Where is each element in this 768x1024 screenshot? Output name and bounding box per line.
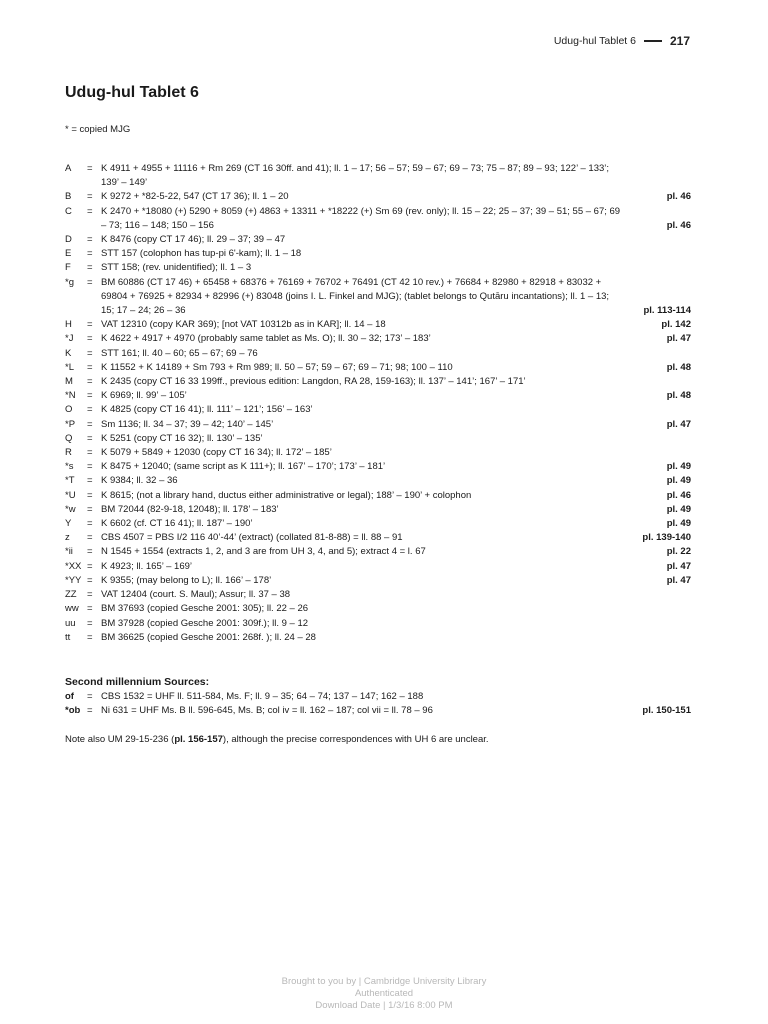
source-siglum: ww (65, 603, 79, 615)
source-description: N 1545 + 1554 (extracts 1, 2, and 3 are from UH 3, 4, and 5); extract 4 = l. 67 (101, 546, 426, 558)
equals-sign: = (87, 475, 93, 487)
source-row (65, 690, 691, 704)
source-siglum: A (65, 163, 72, 174)
source-siglum: *ii (65, 546, 73, 558)
source-siglum: *s (65, 461, 74, 473)
equals-sign: = (87, 589, 93, 601)
source-siglum: C (65, 205, 72, 217)
source-description: K 2470 + *18080 (+) 5290 + 8059 (+) 4863 + 13311 + *18222 (+) Sm 69 (rev. only); ll. 15 – 22; 25 – 37; 39 – 51; 55 – 67; 69 – 73; 116 – 148; 150 – 156 (101, 205, 621, 231)
source-siglum: *L (65, 361, 74, 373)
source-description: CBS 4507 = PBS I/2 116 40’-44’ (extract) (collated 81-8-88) = ll. 88 – 91 (101, 532, 403, 544)
source-siglum: Q (65, 432, 73, 444)
plate-reference: pl. 49 (666, 461, 691, 473)
footer-line-3: Download Date | 1/3/16 8:00 PM (315, 1000, 453, 1011)
source-description: K 8476 (copy CT 17 46); ll. 29 – 37; 39 – 47 (101, 234, 286, 246)
source-siglum: *XX (65, 560, 82, 572)
source-siglum: uu (65, 617, 76, 629)
source-description: K 4923; ll. 165’ – 169’ (101, 560, 193, 572)
source-row (65, 276, 691, 319)
equals-sign: = (87, 461, 93, 473)
plate-reference: pl. 150-151 (642, 705, 691, 717)
source-description: Ni 631 = UHF Ms. B ll. 596-645, Ms. B; col iv = ll. 162 – 187; col vii = ll. 78 – 96 (101, 705, 433, 717)
source-description: VAT 12310 (copy KAR 369); [not VAT 10312b as in KAR]; ll. 14 – 18 (101, 319, 386, 331)
source-siglum: *ob (65, 705, 81, 717)
source-siglum: F (65, 262, 71, 274)
source-siglum: H (65, 319, 72, 331)
equals-sign: = (87, 617, 93, 629)
plate-reference: pl. 47 (666, 560, 691, 572)
source-row (65, 474, 691, 488)
source-siglum: *g (65, 276, 74, 288)
running-title: Udug-hul Tablet 6 (553, 35, 636, 47)
source-siglum: D (65, 234, 72, 246)
equals-sign: = (87, 347, 93, 359)
page-number: 217 (669, 34, 690, 48)
equals-sign: = (87, 248, 93, 260)
source-description: K 4622 + 4917 + 4970 (probably same tablet as Ms. O); ll. 30 – 32; 173’ – 183’ (101, 333, 431, 345)
running-head (554, 34, 690, 48)
equals-sign: = (87, 603, 93, 615)
equals-sign: = (87, 361, 93, 373)
source-description: K 9355; (may belong to L); ll. 166’ – 178’ (101, 574, 272, 586)
source-siglum: ZZ (65, 589, 77, 601)
equals-sign: = (87, 262, 93, 274)
plate-reference: pl. 47 (666, 574, 691, 586)
plate-reference: pl. 113-114 (643, 305, 691, 317)
source-row (65, 347, 691, 361)
source-description: CBS 1532 = UHF ll. 511-584, Ms. F; ll. 9 – 35; 64 – 74; 137 – 147; 162 – 188 (101, 691, 424, 702)
source-description: STT 158; (rev. unidentified); ll. 1 – 3 (101, 262, 252, 274)
source-row (65, 318, 691, 332)
source-description: K 11552 + K 14189 + Sm 793 + Rm 989; ll. 50 – 57; 59 – 67; 69 – 71; 98; 100 – 110 (101, 361, 453, 373)
note-also (65, 734, 489, 745)
plate-reference: pl. 48 (666, 390, 691, 402)
source-siglum: *T (65, 475, 75, 487)
equals-sign: = (87, 163, 93, 174)
equals-sign: = (87, 532, 93, 544)
source-row (65, 418, 691, 432)
source-row (65, 588, 691, 602)
source-description: K 8615; (not a library hand, ductus either administrative or legal); 188’ – 190’ + colophon (101, 489, 472, 501)
source-description: K 4911 + 4955 + 11116 + Rm 269 (CT 16 30ff. and 41); ll. 1 – 17; 56 – 57; 59 – 67; 69 – 73; 75 – 87; 89 – 93; 122’ – 133’; 139’ – 149’ (101, 163, 610, 189)
equals-sign: = (87, 489, 93, 501)
second-millennium-list (65, 690, 691, 718)
equals-sign: = (87, 276, 93, 288)
source-description: K 4825 (copy CT 16 41); ll. 111’ – 121’; 156’ – 163’ (101, 404, 313, 416)
equals-sign: = (87, 546, 93, 558)
page-title: Udug-hul Tablet 6 (65, 84, 199, 101)
equals-sign: = (87, 574, 93, 586)
plate-reference: pl. 46 (666, 191, 691, 203)
source-row (65, 531, 691, 545)
plate-reference: pl. 47 (666, 418, 691, 430)
source-row (65, 574, 691, 588)
source-siglum: Y (65, 518, 72, 530)
source-row (65, 389, 691, 403)
source-description: K 5079 + 5849 + 12030 (copy CT 16 34); ll. 172’ – 185’ (101, 447, 332, 459)
source-row (65, 503, 691, 517)
note-also-plate: pl. 156-157 (174, 734, 223, 745)
plate-reference: pl. 48 (666, 361, 691, 373)
source-siglum: E (65, 248, 72, 260)
equals-sign: = (87, 376, 93, 388)
source-row (65, 403, 691, 417)
equals-sign: = (87, 432, 93, 444)
footer (0, 976, 768, 1012)
plate-reference: pl. 22 (666, 546, 691, 558)
equals-sign: = (87, 404, 93, 416)
source-siglum: B (65, 191, 72, 203)
plate-reference: pl. 47 (666, 333, 691, 345)
source-siglum: *w (65, 503, 76, 515)
source-row (65, 602, 691, 616)
source-row (65, 205, 691, 233)
source-row (65, 560, 691, 574)
source-siglum: M (65, 376, 73, 388)
source-description: K 9384; ll. 32 – 36 (101, 475, 178, 487)
source-description: BM 60886 (CT 17 46) + 65458 + 68376 + 76169 + 76702 + 76491 (CT 42 10 rev.) + 76684 + 82980 + 82918 + 83032 + 69804 + 76925 + 82934 + 82996 (+) 83048 (joins I. L. Finkel and MJG); (tablet belongs to Qutāru incantations); ll. 1 – 13; 15; 17 – 24; 26 – 36 (101, 276, 610, 317)
source-row (65, 432, 691, 446)
source-description: BM 37928 (copied Gesche 2001: 309f.); ll. 9 – 12 (101, 617, 309, 629)
source-row (65, 332, 691, 346)
plate-reference: pl. 49 (666, 475, 691, 487)
sources-list (65, 162, 691, 645)
source-siglum: *U (65, 489, 76, 501)
equals-sign: = (87, 234, 93, 246)
equals-sign: = (87, 503, 93, 515)
source-description: K 6602 (cf. CT 16 41); ll. 187’ – 190’ (101, 518, 253, 530)
source-siglum: R (65, 447, 72, 459)
source-row (65, 631, 691, 645)
plate-reference: pl. 49 (666, 503, 691, 515)
source-row (65, 361, 691, 375)
footer-line-2: Authenticated (354, 988, 414, 999)
source-row (65, 489, 691, 503)
plate-reference: pl. 46 (666, 219, 691, 231)
second-millennium-heading: Second millennium Sources: (65, 676, 210, 688)
source-row (65, 247, 691, 261)
source-siglum: *J (65, 333, 74, 345)
source-siglum: *N (65, 390, 76, 402)
note-also-after: ), although the precise correspondences with UH 6 are unclear. (222, 734, 489, 745)
plate-reference: pl. 142 (661, 319, 691, 331)
source-description: BM 37693 (copied Gesche 2001: 305); ll. 22 – 26 (101, 603, 309, 615)
equals-sign: = (87, 705, 93, 717)
source-row (65, 233, 691, 247)
source-description: BM 72044 (82-9-18, 12048); ll. 178’ – 183’ (101, 503, 279, 515)
source-siglum: tt (65, 631, 71, 643)
equals-sign: = (87, 191, 93, 203)
equals-sign: = (87, 631, 93, 643)
source-description: Sm 1136; ll. 34 – 37; 39 – 42; 140’ – 145’ (101, 418, 274, 430)
equals-sign: = (87, 390, 93, 402)
source-description: K 6969; ll. 99’ – 105’ (101, 390, 187, 402)
source-row (65, 446, 691, 460)
plate-reference: pl. 46 (666, 489, 691, 501)
equals-sign: = (87, 447, 93, 459)
source-siglum: O (65, 404, 73, 416)
source-description: K 8475 + 12040; (same script as K 111+); ll. 167’ – 170’; 173’ – 181’ (101, 461, 386, 473)
source-siglum: z (65, 532, 70, 544)
equals-sign: = (87, 560, 93, 572)
equals-sign: = (87, 518, 93, 530)
source-siglum: *P (65, 418, 76, 430)
source-row (65, 704, 691, 718)
footer-line-1: Brought to you by | Cambridge University Library (281, 976, 487, 987)
copied-note: * = copied MJG (65, 124, 131, 135)
equals-sign: = (87, 691, 93, 702)
equals-sign: = (87, 418, 93, 430)
note-also-before: Note also UM 29-15-236 ( (65, 734, 175, 745)
equals-sign: = (87, 319, 93, 331)
source-description: STT 157 (colophon has tup-pi 6ʹ-kam); ll. 1 – 18 (101, 248, 302, 260)
source-row (65, 545, 691, 559)
source-row (65, 162, 691, 190)
source-row (65, 190, 691, 204)
source-row (65, 617, 691, 631)
source-row (65, 460, 691, 474)
source-siglum: *YY (65, 574, 82, 586)
equals-sign: = (87, 205, 93, 217)
source-siglum: K (65, 347, 72, 359)
header-rule (644, 40, 662, 42)
source-row (65, 517, 691, 531)
plate-reference: pl. 139-140 (642, 532, 691, 544)
source-description: BM 36625 (copied Gesche 2001: 268f. ); ll. 24 – 28 (101, 631, 316, 643)
source-description: VAT 12404 (court. S. Maul); Assur; ll. 37 – 38 (101, 589, 291, 601)
source-siglum: of (65, 691, 74, 702)
source-description: K 2435 (copy CT 16 33 199ff., previous edition: Langdon, RA 28, 159-163); ll. 137’ – 141’; 167’ – 171’ (101, 376, 526, 388)
plate-reference: pl. 49 (666, 518, 691, 530)
source-description: K 5251 (copy CT 16 32); ll. 130’ – 135’ (101, 432, 263, 444)
source-row (65, 261, 691, 275)
source-row (65, 375, 691, 389)
equals-sign: = (87, 333, 93, 345)
source-description: K 9272 + *82-5-22, 547 (CT 17 36); ll. 1 – 20 (101, 191, 289, 203)
source-description: STT 161; ll. 40 – 60; 65 – 67; 69 – 76 (101, 347, 258, 359)
